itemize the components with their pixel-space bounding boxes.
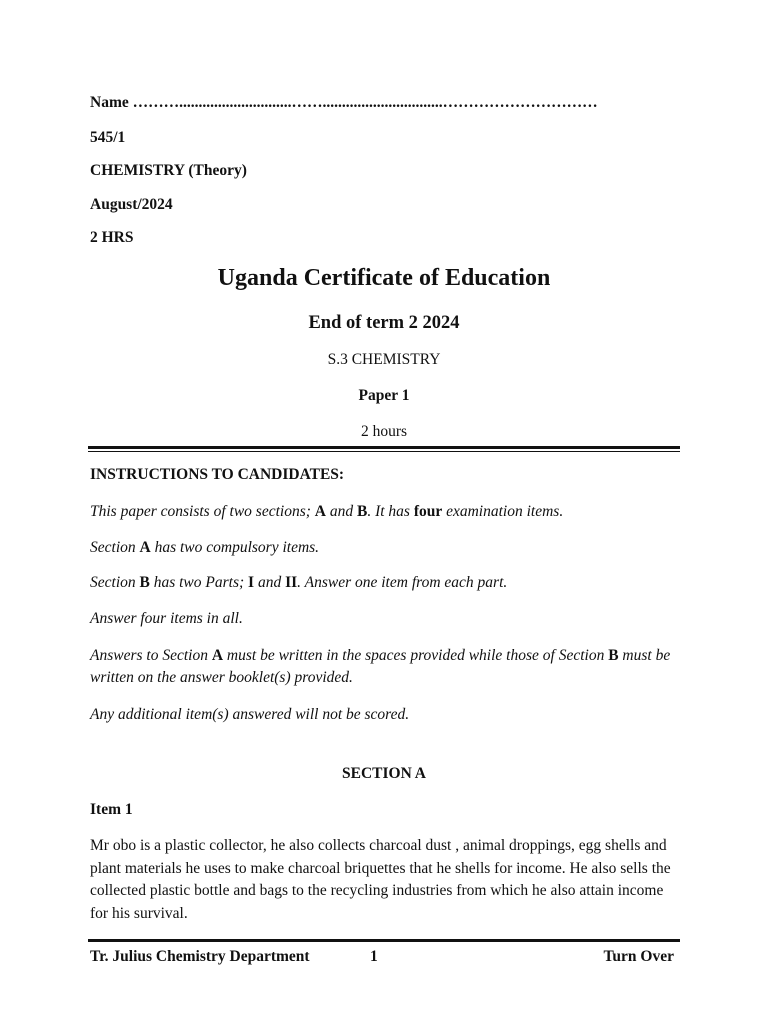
section-heading: SECTION A [342,765,426,782]
footer-turn-over: Turn Over [603,948,674,965]
item-text: Mr obo is a plastic collector, he also collects charcoal dust , animal droppings, egg shells and plant materials he uses to make charcoal briquettes that he shells for income. He also sells the collected plastic bottle and bags to the recycling industries from which he also attain income for his survival. [90,837,671,922]
instruction-line-4: Answer four items in all. [90,610,243,627]
exam-title: End of term 2 2024 [308,313,460,333]
footer-department: Tr. Julius Chemistry Department [90,948,310,965]
instruction-line-2: Section A has two compulsory items. [90,539,320,556]
paper-hours: 2 hours [360,423,408,440]
item-label: Item 1 [90,801,133,818]
divider-thick [88,446,680,449]
instruction-line-6: Any additional item(s) answered will not be scored. [90,706,410,723]
instruction-line-1: This paper consists of two sections; A and B. It has four examination items. [90,503,564,520]
instructions-heading: INSTRUCTIONS TO CANDIDATES: [90,466,345,483]
instruction-line-3: Section B has two Parts; I and II. Answer one item from each part. [90,574,508,591]
paper-code: 545/1 [90,129,126,146]
candidate-name-line: Name ……….............................……...............................………………………… [90,94,598,111]
duration-label: 2 HRS [90,229,134,246]
divider-thin [88,451,680,452]
exam-date: August/2024 [90,196,173,213]
subject-label: CHEMISTRY (Theory) [90,162,247,179]
paper-number: Paper 1 [358,387,410,404]
certificate-title: Uganda Certificate of Education [217,265,551,291]
footer-page-number: 1 [370,948,378,965]
class-subject: S.3 CHEMISTRY [327,351,441,368]
instruction-line-5: Answers to Section A must be written in the spaces provided while those of Section B must be written on the answer booklet(s) provided. [90,647,671,686]
footer-divider [88,939,680,942]
